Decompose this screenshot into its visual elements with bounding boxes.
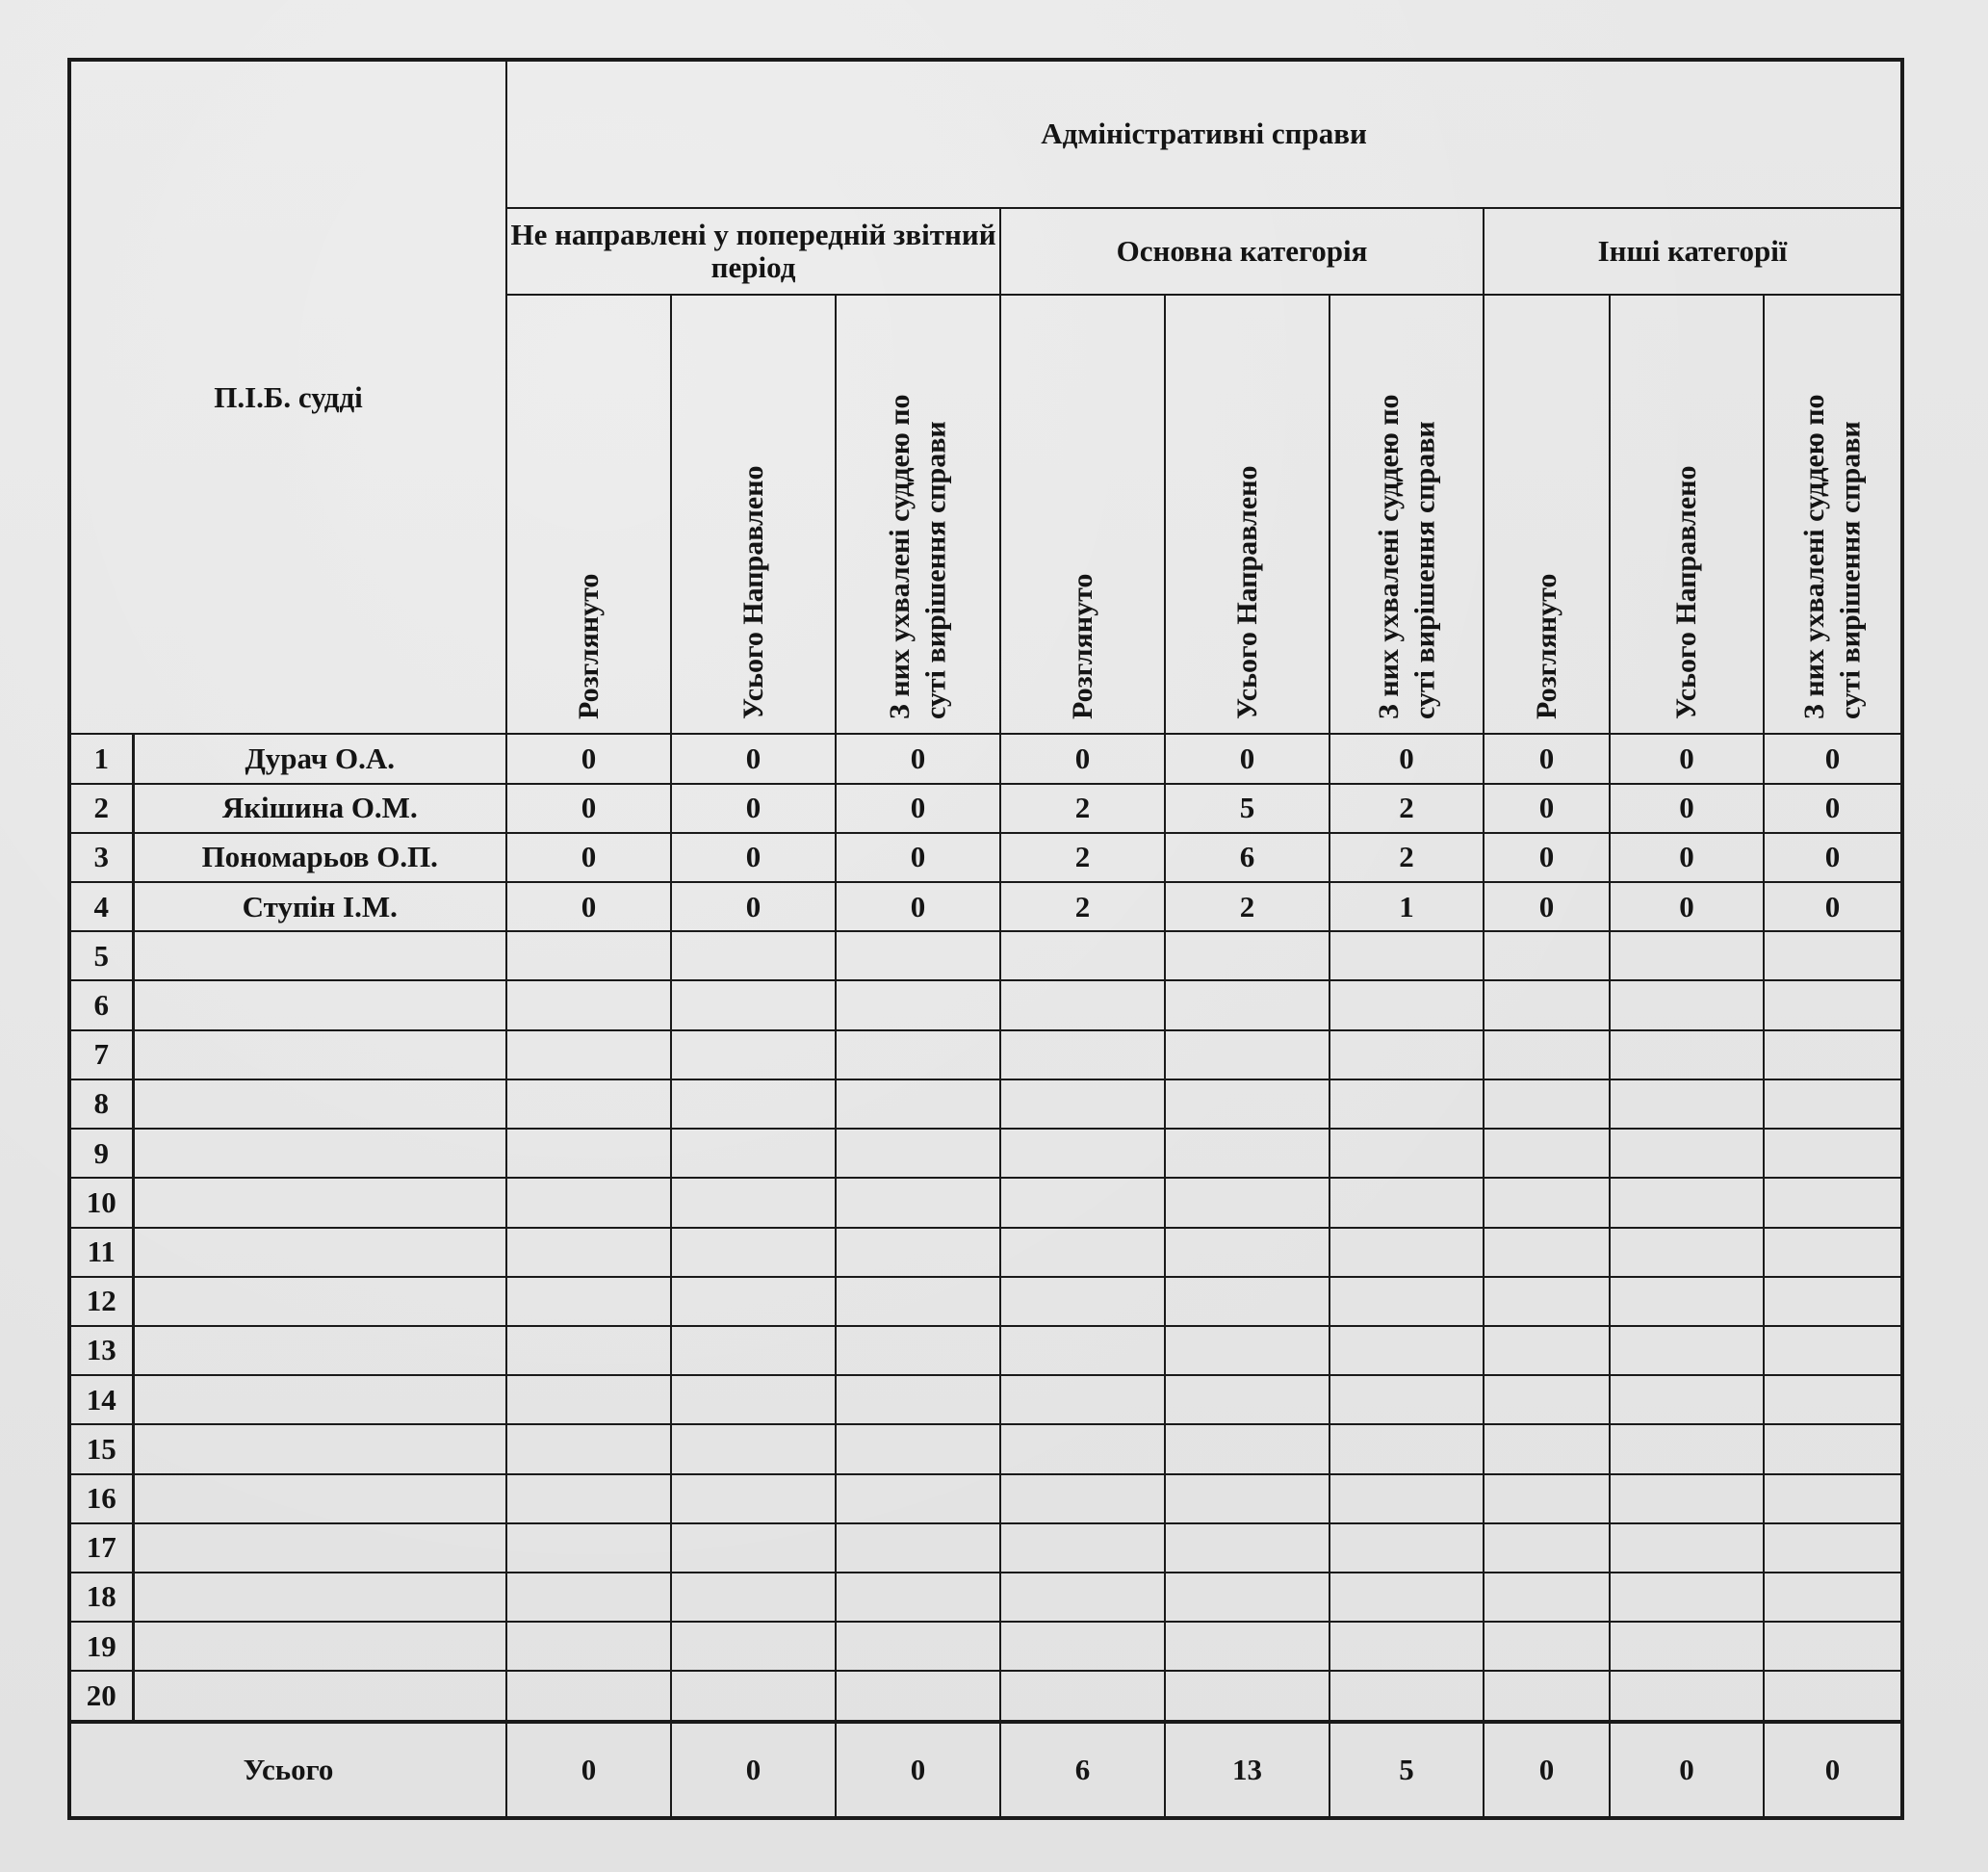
subcolumn-header [1330, 295, 1484, 735]
judge-name [133, 1030, 506, 1079]
data-cell [1764, 1375, 1902, 1424]
table-row [69, 1228, 1902, 1277]
data-cell [1610, 1671, 1764, 1721]
data-cell [1484, 1375, 1610, 1424]
data-cell [836, 1474, 1000, 1523]
data-cell [1484, 1079, 1610, 1129]
data-cell [1000, 1474, 1165, 1523]
data-cell: 2 [1000, 882, 1165, 931]
data-cell [1000, 1079, 1165, 1129]
data-cell [1330, 1573, 1484, 1622]
data-cell [506, 931, 671, 980]
total-cell: 5 [1330, 1722, 1484, 1818]
data-cell [671, 980, 836, 1029]
judge-name [133, 1228, 506, 1277]
data-cell [1484, 1671, 1610, 1721]
data-cell: 0 [671, 882, 836, 931]
judge-name [133, 1622, 506, 1671]
data-cell [671, 1277, 836, 1326]
data-cell: 0 [1764, 784, 1902, 833]
data-cell: 0 [836, 882, 1000, 931]
subcolumn-header-label: З них ухвалені суддею по суті вирішення справи [1798, 394, 1867, 720]
data-cell [1165, 1129, 1330, 1178]
data-cell [1165, 1424, 1330, 1473]
data-cell [671, 1375, 836, 1424]
subcolumn-header [836, 295, 1000, 735]
total-cell: 0 [671, 1722, 836, 1818]
data-cell: 0 [1484, 882, 1610, 931]
data-cell [1165, 1671, 1330, 1721]
judge-name: Якішина О.М. [133, 784, 506, 833]
data-cell [1000, 1277, 1165, 1326]
data-cell [1330, 1424, 1484, 1473]
data-cell [1484, 1129, 1610, 1178]
data-cell [1000, 1671, 1165, 1721]
data-cell [1484, 1622, 1610, 1671]
row-number: 12 [69, 1277, 133, 1326]
data-cell [1000, 1326, 1165, 1375]
data-cell: 0 [1764, 734, 1902, 783]
data-cell [506, 1129, 671, 1178]
judge-name [133, 1129, 506, 1178]
data-cell [1484, 1573, 1610, 1622]
data-cell [506, 980, 671, 1029]
total-cell: 0 [836, 1722, 1000, 1818]
data-cell: 0 [836, 784, 1000, 833]
data-cell [1165, 1523, 1330, 1573]
data-cell [836, 1523, 1000, 1573]
table-row [69, 1474, 1902, 1523]
subcolumn-header-label: Розглянуто [1530, 573, 1562, 720]
data-cell [1610, 1326, 1764, 1375]
row-number: 6 [69, 980, 133, 1029]
total-cell: 0 [1610, 1722, 1764, 1818]
row-number: 7 [69, 1030, 133, 1079]
subcolumn-header-label: Усього Направлено [1670, 465, 1703, 720]
data-cell [1610, 1622, 1764, 1671]
data-cell: 0 [1000, 734, 1165, 783]
row-number: 10 [69, 1178, 133, 1227]
table-row [69, 1079, 1902, 1129]
judge-name: Дурач О.А. [133, 734, 506, 783]
data-cell: 0 [1610, 784, 1764, 833]
total-cell: 0 [1764, 1722, 1902, 1818]
data-cell [1000, 1375, 1165, 1424]
judge-name [133, 931, 506, 980]
data-cell [1330, 980, 1484, 1029]
table-row [69, 1671, 1902, 1721]
data-cell [506, 1030, 671, 1079]
admin-cases-table [67, 58, 1904, 1820]
data-cell [836, 980, 1000, 1029]
data-cell [836, 1326, 1000, 1375]
data-cell: 0 [671, 833, 836, 882]
data-cell [1610, 1178, 1764, 1227]
totals-row [69, 1722, 1902, 1818]
admin-cases-title: Адміністративні справи [506, 60, 1902, 208]
data-cell [1330, 1523, 1484, 1573]
judge-name-header: П.І.Б. судді [69, 60, 506, 734]
data-cell: 0 [506, 784, 671, 833]
data-cell [1000, 980, 1165, 1029]
data-cell [1764, 1523, 1902, 1573]
data-cell [836, 1622, 1000, 1671]
data-cell [1610, 1573, 1764, 1622]
data-cell [1165, 1375, 1330, 1424]
subcolumn-header-label: Розглянуто [572, 573, 605, 720]
data-cell [671, 1474, 836, 1523]
data-cell: 2 [1330, 784, 1484, 833]
group-header-not-sent: Не направлені у попередній звітний період [506, 208, 1000, 295]
total-cell: 6 [1000, 1722, 1165, 1818]
table-row [69, 882, 1902, 931]
data-cell [1764, 1622, 1902, 1671]
judge-name [133, 1573, 506, 1622]
table-row [69, 980, 1902, 1029]
table-row [69, 734, 1902, 783]
data-cell [1330, 1326, 1484, 1375]
data-cell [1610, 1277, 1764, 1326]
data-cell: 0 [1484, 833, 1610, 882]
row-number: 3 [69, 833, 133, 882]
data-cell [1165, 931, 1330, 980]
data-cell [671, 931, 836, 980]
data-cell: 0 [1165, 734, 1330, 783]
data-cell: 0 [1330, 734, 1484, 783]
data-cell: 0 [836, 734, 1000, 783]
data-cell [671, 1228, 836, 1277]
data-cell [506, 1573, 671, 1622]
row-number: 4 [69, 882, 133, 931]
data-cell [1165, 980, 1330, 1029]
data-cell [506, 1178, 671, 1227]
data-cell [1165, 1079, 1330, 1129]
data-cell [1165, 1228, 1330, 1277]
data-cell [1330, 1671, 1484, 1721]
data-cell [1764, 1277, 1902, 1326]
data-cell [1610, 1228, 1764, 1277]
data-cell [1165, 1178, 1330, 1227]
data-cell: 0 [506, 734, 671, 783]
data-cell [1330, 1079, 1484, 1129]
subcolumn-header [1764, 295, 1902, 735]
table-row [69, 931, 1902, 980]
data-cell [1000, 1573, 1165, 1622]
data-cell [1764, 1326, 1902, 1375]
data-cell: 0 [506, 833, 671, 882]
data-cell [1484, 1523, 1610, 1573]
data-cell [1000, 931, 1165, 980]
data-cell: 0 [1484, 734, 1610, 783]
data-cell [1764, 1228, 1902, 1277]
data-cell: 6 [1165, 833, 1330, 882]
judge-name [133, 1671, 506, 1721]
data-cell: 0 [1764, 882, 1902, 931]
subcolumn-header [506, 295, 671, 735]
data-cell [506, 1622, 671, 1671]
subcolumn-header [1484, 295, 1610, 735]
table-row [69, 1573, 1902, 1622]
data-cell [506, 1326, 671, 1375]
data-cell [1484, 1424, 1610, 1473]
subcolumn-header [1165, 295, 1330, 735]
table-row [69, 1375, 1902, 1424]
judge-name: Пономарьов О.П. [133, 833, 506, 882]
data-cell [836, 1573, 1000, 1622]
data-cell [506, 1228, 671, 1277]
subcolumn-header-label: З них ухвалені суддею по суті вирішення справи [1372, 394, 1441, 720]
data-cell [1165, 1474, 1330, 1523]
data-cell [1610, 1079, 1764, 1129]
data-cell: 2 [1000, 784, 1165, 833]
data-cell [506, 1474, 671, 1523]
subcolumn-header-label: Усього Направлено [1230, 465, 1263, 720]
data-cell [671, 1129, 836, 1178]
data-cell [671, 1573, 836, 1622]
data-cell [836, 1424, 1000, 1473]
data-cell [1610, 1030, 1764, 1079]
judge-name [133, 1523, 506, 1573]
data-cell [1484, 1178, 1610, 1227]
data-cell [1610, 1523, 1764, 1573]
data-cell [1764, 1573, 1902, 1622]
data-cell [1610, 1129, 1764, 1178]
data-cell [1000, 1523, 1165, 1573]
subcolumn-header-label: Розглянуто [1066, 573, 1098, 720]
table-row [69, 1523, 1902, 1573]
data-cell [1610, 931, 1764, 980]
subcolumn-header-label: З них ухвалені суддею по суті вирішення справи [884, 394, 952, 720]
data-cell [1165, 1277, 1330, 1326]
data-cell: 0 [1610, 882, 1764, 931]
total-cell: 0 [506, 1722, 671, 1818]
data-cell [1764, 1129, 1902, 1178]
row-number: 9 [69, 1129, 133, 1178]
data-cell [1330, 1178, 1484, 1227]
table-row [69, 1326, 1902, 1375]
row-number: 14 [69, 1375, 133, 1424]
data-cell [506, 1277, 671, 1326]
subcolumn-header-label: Усього Направлено [736, 465, 769, 720]
data-cell [836, 1178, 1000, 1227]
row-number: 15 [69, 1424, 133, 1473]
data-cell [506, 1375, 671, 1424]
judge-name [133, 1474, 506, 1523]
data-cell [836, 1129, 1000, 1178]
data-cell [1165, 1622, 1330, 1671]
data-cell [671, 1178, 836, 1227]
data-cell: 0 [1610, 833, 1764, 882]
data-cell: 5 [1165, 784, 1330, 833]
row-number: 17 [69, 1523, 133, 1573]
data-cell [1484, 1326, 1610, 1375]
judge-name [133, 980, 506, 1029]
judge-name [133, 1424, 506, 1473]
data-cell [671, 1079, 836, 1129]
data-cell: 0 [506, 882, 671, 931]
total-cell: 13 [1165, 1722, 1330, 1818]
data-cell [1764, 1474, 1902, 1523]
data-cell: 1 [1330, 882, 1484, 931]
data-cell [836, 931, 1000, 980]
data-cell: 2 [1165, 882, 1330, 931]
data-cell [1764, 1030, 1902, 1079]
row-number: 2 [69, 784, 133, 833]
row-number: 13 [69, 1326, 133, 1375]
data-cell [671, 1424, 836, 1473]
data-cell [1330, 1474, 1484, 1523]
subcolumn-header [671, 295, 836, 735]
total-cell: 0 [1484, 1722, 1610, 1818]
group-header-other-categories: Інші категорії [1484, 208, 1902, 295]
table-row [69, 1277, 1902, 1326]
totals-label: Усього [69, 1722, 506, 1818]
data-cell: 0 [1484, 784, 1610, 833]
data-cell [1330, 1228, 1484, 1277]
data-cell [506, 1523, 671, 1573]
data-cell [836, 1277, 1000, 1326]
judge-name [133, 1178, 506, 1227]
data-cell [1000, 1424, 1165, 1473]
data-cell [836, 1671, 1000, 1721]
data-cell [1764, 980, 1902, 1029]
data-cell [1764, 1079, 1902, 1129]
data-cell [1484, 1228, 1610, 1277]
judge-name [133, 1277, 506, 1326]
data-cell [671, 1030, 836, 1079]
data-cell: 0 [671, 734, 836, 783]
data-cell [671, 1523, 836, 1573]
data-cell [1330, 1030, 1484, 1079]
data-cell [1484, 931, 1610, 980]
table-row [69, 833, 1902, 882]
data-cell [1330, 1277, 1484, 1326]
data-cell [1000, 1129, 1165, 1178]
data-cell: 0 [671, 784, 836, 833]
data-cell [1165, 1573, 1330, 1622]
judge-name: Ступін І.М. [133, 882, 506, 931]
table-row [69, 1030, 1902, 1079]
table-row [69, 1129, 1902, 1178]
data-cell [836, 1375, 1000, 1424]
row-number: 19 [69, 1622, 133, 1671]
row-number: 1 [69, 734, 133, 783]
row-number: 16 [69, 1474, 133, 1523]
data-cell [1000, 1622, 1165, 1671]
judge-name [133, 1326, 506, 1375]
data-cell [506, 1424, 671, 1473]
data-cell: 0 [836, 833, 1000, 882]
data-cell [1484, 980, 1610, 1029]
data-cell [836, 1030, 1000, 1079]
data-cell: 0 [1610, 734, 1764, 783]
data-cell [1610, 1375, 1764, 1424]
data-cell [1764, 1178, 1902, 1227]
judge-name [133, 1079, 506, 1129]
data-cell [1610, 1424, 1764, 1473]
row-number: 5 [69, 931, 133, 980]
data-cell: 2 [1330, 833, 1484, 882]
row-number: 18 [69, 1573, 133, 1622]
data-cell [1330, 1622, 1484, 1671]
data-cell [1610, 980, 1764, 1029]
data-cell [836, 1228, 1000, 1277]
data-cell [671, 1622, 836, 1671]
data-cell [1764, 1671, 1902, 1721]
data-cell [1330, 1129, 1484, 1178]
data-cell [671, 1671, 836, 1721]
row-number: 20 [69, 1671, 133, 1721]
judge-name [133, 1375, 506, 1424]
group-header-main-category: Основна категорія [1000, 208, 1484, 295]
data-cell [1764, 931, 1902, 980]
data-cell [1764, 1424, 1902, 1473]
data-cell [671, 1326, 836, 1375]
data-cell [1000, 1228, 1165, 1277]
subcolumn-header [1610, 295, 1764, 735]
row-number: 8 [69, 1079, 133, 1129]
table-row [69, 1424, 1902, 1473]
data-cell: 2 [1000, 833, 1165, 882]
row-number: 11 [69, 1228, 133, 1277]
data-cell [1484, 1030, 1610, 1079]
data-cell [506, 1079, 671, 1129]
data-cell: 0 [1764, 833, 1902, 882]
data-cell [1484, 1474, 1610, 1523]
data-cell [1000, 1178, 1165, 1227]
data-cell [1330, 1375, 1484, 1424]
data-cell [1165, 1326, 1330, 1375]
data-cell [1484, 1277, 1610, 1326]
data-cell [836, 1079, 1000, 1129]
table-row [69, 1622, 1902, 1671]
table-row [69, 1178, 1902, 1227]
data-cell [1000, 1030, 1165, 1079]
subcolumn-header [1000, 295, 1165, 735]
data-cell [1330, 931, 1484, 980]
data-cell [1165, 1030, 1330, 1079]
data-cell [1610, 1474, 1764, 1523]
table-row [69, 784, 1902, 833]
data-cell [506, 1671, 671, 1721]
